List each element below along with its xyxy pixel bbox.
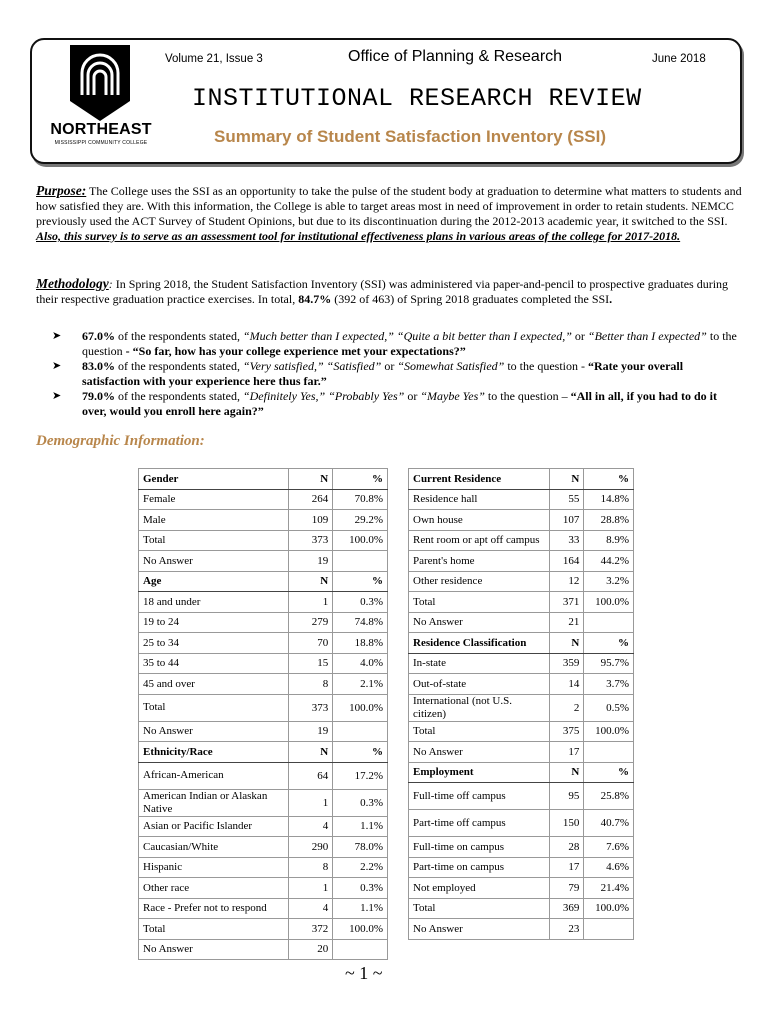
table-cell-percent: 1.1% bbox=[333, 816, 388, 837]
table-cell-n: 19 bbox=[288, 551, 333, 572]
table-cell-percent: 40.7% bbox=[584, 810, 634, 837]
finding-item bbox=[52, 329, 742, 359]
finding-question: “Rate your overall satisfaction with your experience here thus far.” bbox=[82, 359, 684, 388]
table-cell-label: Total bbox=[139, 530, 289, 551]
table-row bbox=[139, 694, 388, 721]
page-subtitle: Summary of Student Satisfaction Inventory (SSI) bbox=[214, 127, 607, 146]
table-row bbox=[409, 919, 634, 940]
arrow-bullet-icon: ➤ bbox=[52, 330, 62, 342]
table-row bbox=[409, 694, 634, 721]
finding-item bbox=[52, 389, 742, 419]
table-row bbox=[409, 837, 634, 858]
table-row bbox=[409, 898, 634, 919]
table-cell-label: Rent room or apt off campus bbox=[409, 530, 550, 551]
finding-quotes: “Definitely Yes,” “Probably Yes” bbox=[242, 389, 405, 403]
volume-issue: Volume 21, Issue 3 bbox=[165, 53, 263, 65]
table-row bbox=[139, 489, 388, 510]
table-cell-percent: % bbox=[333, 742, 388, 763]
table-row bbox=[139, 816, 388, 837]
table-row bbox=[139, 633, 388, 654]
table-cell-n: 2 bbox=[549, 694, 584, 721]
table-cell-n: 12 bbox=[549, 571, 584, 592]
table-cell-n: 1 bbox=[288, 789, 333, 816]
finding-text: to the question - bbox=[504, 359, 588, 373]
finding-quote: “Somewhat Satisfied” bbox=[397, 359, 505, 373]
finding-percent: 83.0% bbox=[82, 359, 115, 373]
table-cell-percent: 78.0% bbox=[333, 837, 388, 858]
arrow-bullet-icon: ➤ bbox=[52, 390, 62, 402]
finding-text: or bbox=[404, 389, 421, 403]
table-cell-n: 279 bbox=[288, 612, 333, 633]
table-cell-percent: 29.2% bbox=[333, 510, 388, 531]
finding-text: to the question – bbox=[484, 389, 571, 403]
table-row bbox=[139, 837, 388, 858]
table-row bbox=[409, 857, 634, 878]
table-cell-label: No Answer bbox=[139, 939, 289, 960]
office-name: Office of Planning & Research bbox=[348, 48, 563, 65]
table-header-row bbox=[409, 469, 634, 490]
table-cell-label: No Answer bbox=[409, 742, 550, 763]
table-cell-label: African-American bbox=[139, 762, 289, 789]
finding-text: of the respondents stated, bbox=[115, 389, 243, 403]
table-cell-n: 107 bbox=[549, 510, 584, 531]
table-cell-percent: 100.0% bbox=[584, 721, 634, 742]
table-cell-label: Residence Classification bbox=[409, 633, 550, 654]
table-row bbox=[139, 898, 388, 919]
table-cell-label: American Indian or Alaskan Native bbox=[139, 789, 289, 816]
purpose-emphasis: Also, this survey is to serve as an assessment tool for institutional effectiveness plans in various areas of the college for 2017-2018. bbox=[36, 229, 681, 243]
table-cell-label: Asian or Pacific Islander bbox=[139, 816, 289, 837]
table-cell-label: Other residence bbox=[409, 571, 550, 592]
finding-text: of the respondents stated, bbox=[115, 359, 243, 373]
table-row bbox=[139, 789, 388, 816]
table-row bbox=[409, 489, 634, 510]
table-cell-percent: % bbox=[333, 571, 388, 592]
table-cell-percent: 18.8% bbox=[333, 633, 388, 654]
table-cell-n: 64 bbox=[288, 762, 333, 789]
finding-quote: “Maybe Yes” bbox=[420, 389, 485, 403]
college-logo-icon bbox=[70, 45, 130, 121]
table-cell-n: N bbox=[288, 469, 333, 490]
table-cell-percent: % bbox=[584, 633, 634, 654]
table-cell-percent bbox=[333, 939, 388, 960]
methodology-percent: 84.7% bbox=[298, 292, 332, 306]
table-cell-n: 28 bbox=[549, 837, 584, 858]
table-cell-n: 164 bbox=[549, 551, 584, 572]
table-cell-percent: % bbox=[584, 469, 634, 490]
table-row bbox=[409, 571, 634, 592]
table-cell-label: International (not U.S. citizen) bbox=[409, 694, 550, 721]
table-cell-label: Total bbox=[409, 721, 550, 742]
table-cell-percent: 3.7% bbox=[584, 674, 634, 695]
table-cell-percent bbox=[333, 551, 388, 572]
table-cell-percent bbox=[584, 742, 634, 763]
table-row bbox=[139, 878, 388, 899]
table-cell-n: N bbox=[288, 571, 333, 592]
table-cell-label: 25 to 34 bbox=[139, 633, 289, 654]
table-row bbox=[139, 674, 388, 695]
table-row bbox=[409, 810, 634, 837]
table-cell-label: Out-of-state bbox=[409, 674, 550, 695]
table-cell-percent: 7.6% bbox=[584, 837, 634, 858]
table-cell-n: 17 bbox=[549, 857, 584, 878]
table-cell-n: 19 bbox=[288, 721, 333, 742]
table-cell-n: 359 bbox=[549, 653, 584, 674]
table-cell-percent: 0.3% bbox=[333, 878, 388, 899]
table-cell-label: 19 to 24 bbox=[139, 612, 289, 633]
table-cell-n: 264 bbox=[288, 489, 333, 510]
table-cell-n: 372 bbox=[288, 919, 333, 940]
table-cell-percent: 8.9% bbox=[584, 530, 634, 551]
table-cell-percent: 3.2% bbox=[584, 571, 634, 592]
page-title: INSTITUTIONAL RESEARCH REVIEW bbox=[192, 84, 642, 113]
table-cell-label: Own house bbox=[409, 510, 550, 531]
finding-quotes: “Much better than I expected,” “Quite a bit better than I expected,” bbox=[242, 329, 572, 343]
table-cell-percent: 100.0% bbox=[333, 694, 388, 721]
table-cell-n: 20 bbox=[288, 939, 333, 960]
table-cell-n: 290 bbox=[288, 837, 333, 858]
methodology-paragraph bbox=[36, 276, 742, 307]
table-cell-label: Hispanic bbox=[139, 857, 289, 878]
table-cell-percent: 4.0% bbox=[333, 653, 388, 674]
table-cell-n: 1 bbox=[288, 878, 333, 899]
table-header-row bbox=[139, 742, 388, 763]
table-header-row bbox=[139, 469, 388, 490]
table-cell-label: Other race bbox=[139, 878, 289, 899]
table-cell-n: 371 bbox=[549, 592, 584, 613]
purpose-label: Purpose: bbox=[36, 183, 87, 198]
table-row bbox=[409, 878, 634, 899]
table-row bbox=[139, 551, 388, 572]
table-cell-n: 17 bbox=[549, 742, 584, 763]
table-cell-label: Total bbox=[409, 898, 550, 919]
finding-quote: “Better than I expected” bbox=[587, 329, 707, 343]
table-cell-label: Current Residence bbox=[409, 469, 550, 490]
methodology-colon: : bbox=[108, 277, 113, 291]
demographics-table-left bbox=[138, 468, 388, 960]
table-header-row bbox=[409, 633, 634, 654]
logo-name: NORTHEAST bbox=[50, 121, 152, 138]
table-row bbox=[409, 742, 634, 763]
table-cell-percent bbox=[584, 919, 634, 940]
methodology-text-1: In Spring 2018, the Student Satisfaction Inventory (SSI) was administered via paper-and-pencil to prospective graduates during their respective graduation practice exercises. In total, bbox=[36, 277, 729, 306]
table-cell-label: 35 to 44 bbox=[139, 653, 289, 674]
logo-subtitle: MISSISSIPPI COMMUNITY COLLEGE bbox=[54, 140, 148, 146]
table-cell-n: 109 bbox=[288, 510, 333, 531]
finding-question: “All in all, if you had to do it over, would you enroll here again?” bbox=[82, 389, 717, 418]
table-cell-n: 375 bbox=[549, 721, 584, 742]
table-cell-n: 15 bbox=[288, 653, 333, 674]
arrow-bullet-icon: ➤ bbox=[52, 360, 62, 372]
table-cell-percent: 0.5% bbox=[584, 694, 634, 721]
table-cell-percent: 4.6% bbox=[584, 857, 634, 878]
table-row bbox=[409, 551, 634, 572]
table-cell-n: N bbox=[549, 633, 584, 654]
table-cell-label: Full-time off campus bbox=[409, 783, 550, 810]
table-cell-n: 95 bbox=[549, 783, 584, 810]
table-cell-percent: 2.1% bbox=[333, 674, 388, 695]
table-cell-label: Ethnicity/Race bbox=[139, 742, 289, 763]
table-cell-n: 4 bbox=[288, 898, 333, 919]
table-cell-label: Age bbox=[139, 571, 289, 592]
table-cell-label: No Answer bbox=[139, 551, 289, 572]
table-row bbox=[409, 592, 634, 613]
table-cell-label: Caucasian/White bbox=[139, 837, 289, 858]
table-cell-n: 21 bbox=[549, 612, 584, 633]
table-cell-percent: 14.8% bbox=[584, 489, 634, 510]
finding-question: - “So far, how has your college experience met your expectations?” bbox=[125, 344, 466, 358]
table-row bbox=[409, 510, 634, 531]
table-cell-label: 18 and under bbox=[139, 592, 289, 613]
table-row bbox=[139, 762, 388, 789]
demographics-table-right bbox=[408, 468, 634, 940]
table-row bbox=[139, 510, 388, 531]
table-row bbox=[139, 612, 388, 633]
finding-text: to the question bbox=[82, 329, 737, 358]
finding-text: of the respondents stated, bbox=[115, 329, 243, 343]
table-cell-n: 1 bbox=[288, 592, 333, 613]
page-number: ~ 1 ~ bbox=[345, 963, 383, 983]
finding-item bbox=[52, 359, 742, 389]
finding-text: or bbox=[571, 329, 588, 343]
table-row bbox=[139, 653, 388, 674]
purpose-text: The College uses the SSI as an opportunity to take the pulse of the student body at graduation to determine what matters to students and how satisfied they are. With this information, the College is able to target areas most in need of improvement in order to retain students. NEMCC previously used the ACT Survey of Student Opinions, but due to its discontinuation during the 2012-2013 academic year, it switched to the SSI. bbox=[36, 184, 742, 228]
table-cell-label: Total bbox=[409, 592, 550, 613]
table-cell-percent: 28.8% bbox=[584, 510, 634, 531]
table-row bbox=[139, 592, 388, 613]
table-cell-n: 14 bbox=[549, 674, 584, 695]
table-row bbox=[409, 530, 634, 551]
finding-percent: 79.0% bbox=[82, 389, 115, 403]
table-row bbox=[409, 783, 634, 810]
table-cell-percent: % bbox=[333, 469, 388, 490]
table-cell-percent bbox=[584, 612, 634, 633]
table-cell-n: 33 bbox=[549, 530, 584, 551]
table-row bbox=[409, 721, 634, 742]
table-cell-n: N bbox=[549, 762, 584, 783]
table-row bbox=[409, 653, 634, 674]
table-row bbox=[139, 939, 388, 960]
table-cell-label: Not employed bbox=[409, 878, 550, 899]
table-cell-label: 45 and over bbox=[139, 674, 289, 695]
table-cell-percent: 21.4% bbox=[584, 878, 634, 899]
methodology-text-2: (392 of 463) of Spring 2018 graduates completed the SSI bbox=[331, 292, 610, 306]
methodology-label: Methodology bbox=[36, 276, 109, 291]
table-cell-percent: 95.7% bbox=[584, 653, 634, 674]
table-cell-n: 70 bbox=[288, 633, 333, 654]
methodology-end: . bbox=[609, 292, 613, 306]
table-cell-label: Female bbox=[139, 489, 289, 510]
table-cell-n: 373 bbox=[288, 530, 333, 551]
table-cell-n: 369 bbox=[549, 898, 584, 919]
table-cell-label: Race - Prefer not to respond bbox=[139, 898, 289, 919]
table-cell-percent: 100.0% bbox=[333, 919, 388, 940]
findings-list bbox=[52, 329, 742, 419]
table-cell-label: Full-time on campus bbox=[409, 837, 550, 858]
table-cell-percent: 1.1% bbox=[333, 898, 388, 919]
table-cell-percent: 17.2% bbox=[333, 762, 388, 789]
table-cell-n: 150 bbox=[549, 810, 584, 837]
table-cell-n: 8 bbox=[288, 857, 333, 878]
table-row bbox=[409, 674, 634, 695]
table-cell-n: 4 bbox=[288, 816, 333, 837]
table-cell-label: No Answer bbox=[409, 919, 550, 940]
issue-date: June 2018 bbox=[652, 53, 706, 65]
demographic-heading: Demographic Information: bbox=[36, 433, 205, 449]
table-cell-label: No Answer bbox=[409, 612, 550, 633]
table-row bbox=[139, 857, 388, 878]
table-cell-label: No Answer bbox=[139, 721, 289, 742]
table-cell-percent: 0.3% bbox=[333, 789, 388, 816]
finding-percent: 67.0% bbox=[82, 329, 115, 343]
table-cell-n: 373 bbox=[288, 694, 333, 721]
table-cell-label: Male bbox=[139, 510, 289, 531]
table-row bbox=[409, 612, 634, 633]
finding-quotes: “Very satisfied,” “Satisfied” bbox=[242, 359, 382, 373]
table-cell-label: Residence hall bbox=[409, 489, 550, 510]
table-cell-percent: 100.0% bbox=[584, 592, 634, 613]
table-cell-label: Part-time on campus bbox=[409, 857, 550, 878]
table-row bbox=[139, 919, 388, 940]
table-cell-percent: 44.2% bbox=[584, 551, 634, 572]
table-cell-percent: % bbox=[584, 762, 634, 783]
table-cell-n: 8 bbox=[288, 674, 333, 695]
table-cell-label: Parent's home bbox=[409, 551, 550, 572]
table-cell-label: Total bbox=[139, 919, 289, 940]
finding-text: or bbox=[381, 359, 398, 373]
table-cell-n: 79 bbox=[549, 878, 584, 899]
table-cell-percent: 74.8% bbox=[333, 612, 388, 633]
table-row bbox=[139, 530, 388, 551]
table-cell-percent: 25.8% bbox=[584, 783, 634, 810]
table-cell-n: 55 bbox=[549, 489, 584, 510]
table-cell-n: N bbox=[549, 469, 584, 490]
table-cell-percent bbox=[333, 721, 388, 742]
table-cell-percent: 100.0% bbox=[584, 898, 634, 919]
table-header-row bbox=[409, 762, 634, 783]
table-cell-label: Part-time off campus bbox=[409, 810, 550, 837]
table-cell-label: In-state bbox=[409, 653, 550, 674]
table-row bbox=[139, 721, 388, 742]
table-cell-n: N bbox=[288, 742, 333, 763]
table-cell-label: Employment bbox=[409, 762, 550, 783]
table-cell-label: Gender bbox=[139, 469, 289, 490]
purpose-paragraph bbox=[36, 183, 742, 244]
table-header-row bbox=[139, 571, 388, 592]
table-cell-percent: 2.2% bbox=[333, 857, 388, 878]
table-cell-percent: 100.0% bbox=[333, 530, 388, 551]
table-cell-percent: 0.3% bbox=[333, 592, 388, 613]
table-cell-label: Total bbox=[139, 694, 289, 721]
table-cell-n: 23 bbox=[549, 919, 584, 940]
table-cell-percent: 70.8% bbox=[333, 489, 388, 510]
